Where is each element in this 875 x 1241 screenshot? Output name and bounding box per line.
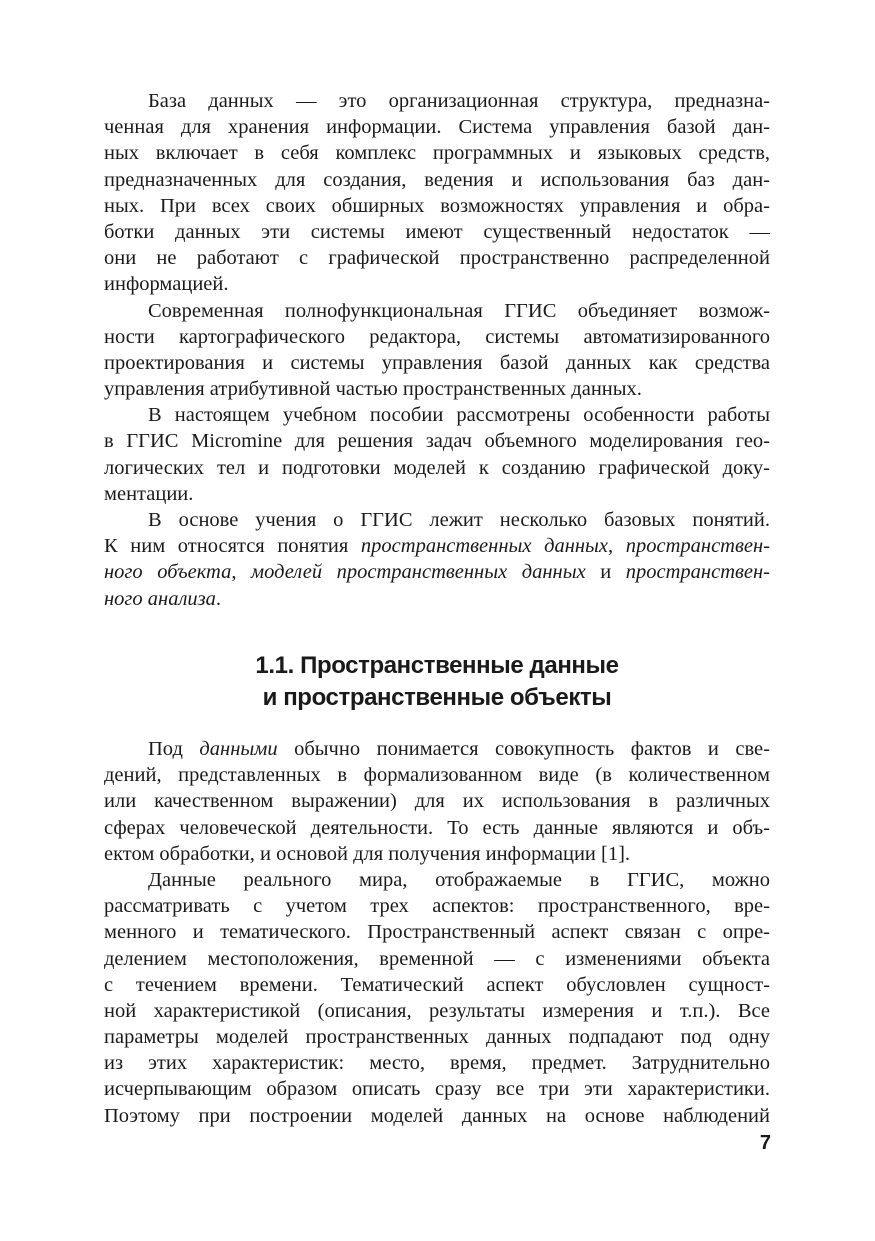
text-line: В основе учения о ГГИС лежит несколько базовых понятий. — [148, 509, 770, 531]
term-spatial-analysis: ного анализа — [104, 587, 216, 610]
term-spatial-data: пространственных данных — [360, 535, 609, 558]
page-number: 7 — [759, 1132, 771, 1154]
text-line — [104, 586, 770, 612]
text-span: . — [215, 587, 222, 610]
section-heading — [104, 650, 770, 714]
text-span: обычно понимается совокупность фактов и све- — [277, 738, 770, 760]
text-span: и — [585, 561, 626, 584]
term-spatial-analysis: пространствен- — [625, 561, 770, 584]
text-line: ности картографического редактора, системы автоматизированного — [104, 325, 770, 348]
intro-text — [104, 88, 770, 612]
text-line: предназначенных для создания, ведения и использования баз дан- — [104, 168, 770, 191]
text-line: Поэтому при построении моделей данных на основе наблюдений — [104, 1104, 770, 1127]
text-span: Под — [148, 738, 200, 760]
text-line: они не работают с графической пространственно распределенной — [104, 247, 770, 270]
text-line: ментации. — [104, 482, 194, 505]
text-line: с течением времени. Тематический аспект обусловлен сущност- — [104, 973, 770, 996]
text-line: логических тел и подготовки моделей к созданию графической доку- — [104, 456, 770, 479]
text-line: ной характеристикой (описания, результаты измерения и т.п.). Все — [104, 999, 770, 1022]
text-span: К ним относятся понятия — [104, 535, 361, 558]
section-heading-line: и пространственные объекты — [262, 684, 612, 711]
term-data: данными — [199, 738, 278, 760]
text-line — [104, 533, 770, 559]
term-spatial-data-models: моделей пространственных данных — [251, 561, 586, 584]
text-line: ченная для хранения информации. Система управления базой дан- — [104, 116, 770, 139]
text-line: управления атрибутивной частью пространственных данных. — [104, 378, 642, 401]
text-line: рассматривать с учетом трех аспектов: пространственного, вре- — [104, 895, 770, 918]
text-line: проектирования и системы управления базой данных как средства — [104, 351, 770, 374]
text-span: , — [608, 535, 626, 558]
text-line: ных включает в себя комплекс программных и языковых средств, — [104, 142, 770, 165]
text-span: , — [231, 561, 252, 584]
text-line: ботки данных эти системы имеют существенный недостаток — — [104, 220, 770, 243]
text-line: менного и тематического. Пространственный аспект связан с опре- — [104, 921, 770, 944]
section-heading-line: 1.1. Пространственные данные — [255, 652, 619, 679]
term-spatial-object: пространствен- — [625, 535, 770, 558]
text-line — [104, 736, 770, 762]
text-line: ектом обработки, и основой для получения информации [1]. — [104, 842, 631, 865]
text-line: из этих характеристик: место, время, предмет. Затруднительно — [104, 1052, 770, 1075]
text-line: или качественном выражении) для их использования в различных — [104, 790, 770, 813]
text-line: параметры моделей пространственных данных подпадают под одну — [104, 1026, 770, 1049]
text-line: делением местоположения, временной — с изменениями объекта — [104, 947, 770, 970]
text-line: исчерпывающим образом описать сразу все три эти характеристики. — [104, 1078, 770, 1101]
text-line: дений, представленных в формализованном виде (в количественном — [104, 764, 770, 787]
text-line: сферах человеческой деятельности. То есть данные являются и объ- — [104, 816, 770, 839]
text-line: ных. При всех своих обширных возможностях управления и обра- — [104, 194, 770, 217]
text-line: База данных — это организационная структура, предназна- — [148, 90, 770, 112]
text-line: Данные реального мира, отображаемые в ГГИС, можно — [148, 868, 770, 891]
text-line: Современная полнофункциональная ГГИС объединяет возмож- — [148, 299, 770, 322]
section-body-text — [104, 736, 770, 1129]
text-line: В настоящем учебном пособии рассмотрены особенности работы — [148, 404, 770, 427]
text-line: в ГГИС Micromine для решения задач объемного моделирования гео- — [104, 430, 770, 453]
term-spatial-object: ного объекта — [104, 561, 232, 584]
text-line — [104, 559, 770, 585]
text-line: информацией. — [104, 273, 229, 296]
